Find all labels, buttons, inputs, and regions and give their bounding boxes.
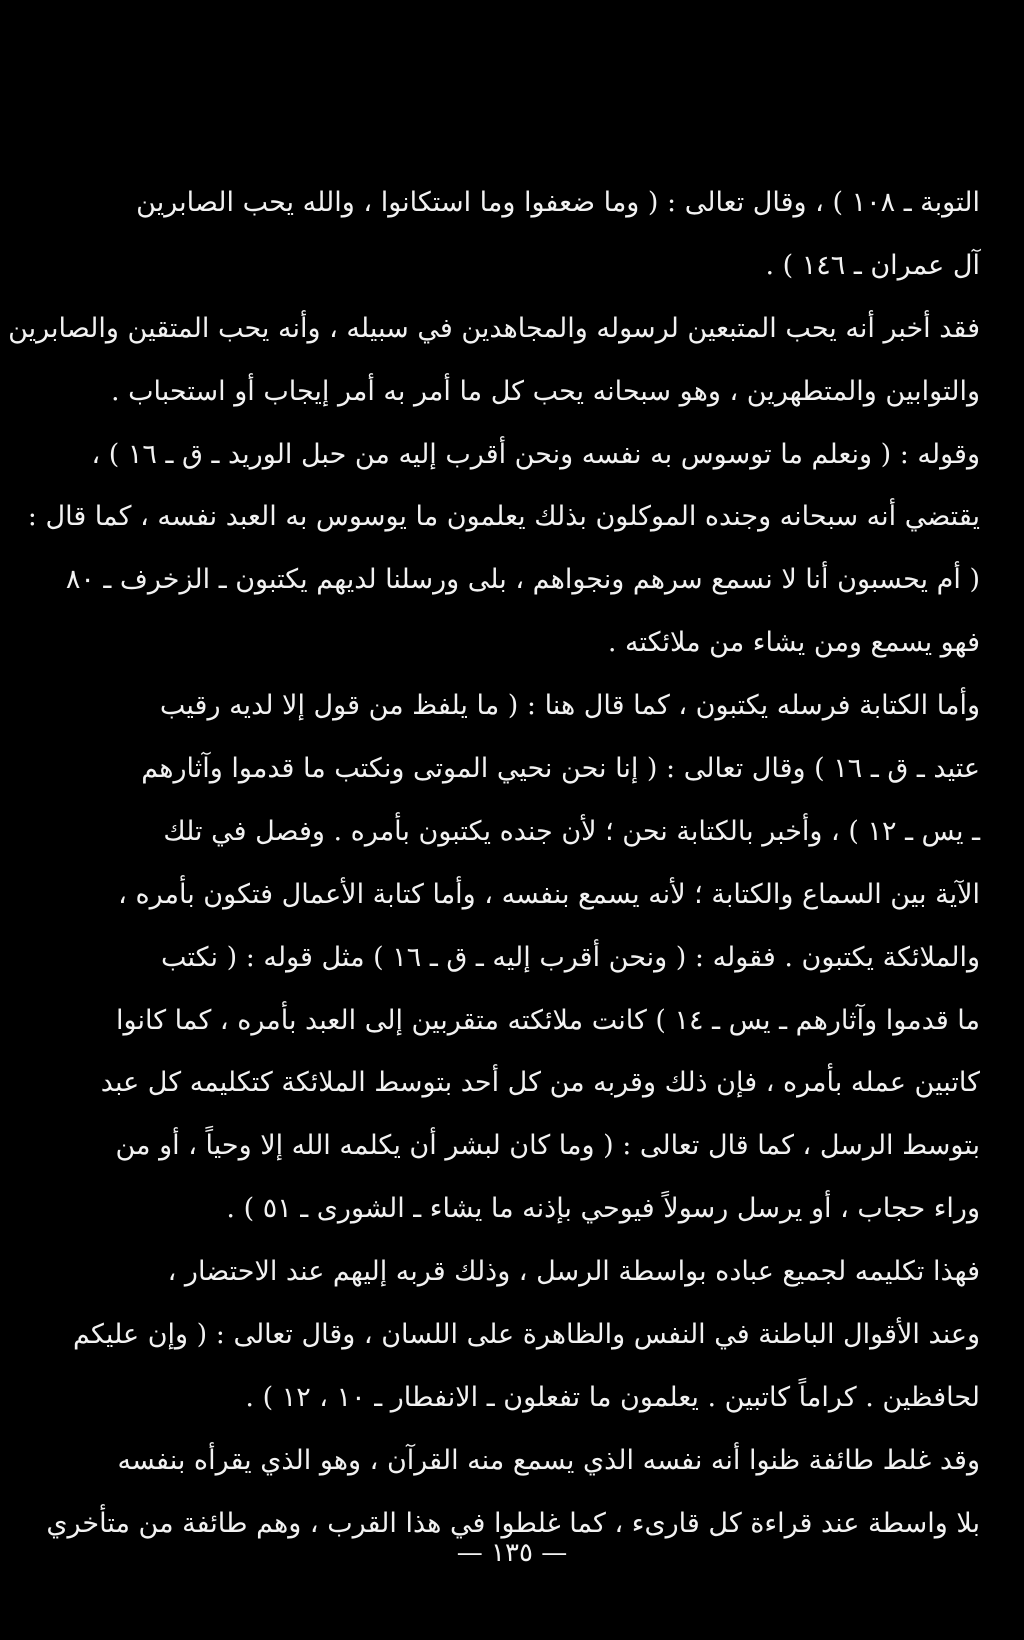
text-line: وعند الأقوال الباطنة في النفس والظاهرة على اللسان ، وقال تعالى : ( وإن عليكم	[73, 1319, 980, 1351]
text-line: ـ يس ـ ١٢ ) ، وأخبر بالكتابة نحن ؛ لأن جنده يكتبون بأمره . وفصل في تلك	[163, 815, 980, 847]
text-line: والملائكة يكتبون . فقوله : ( ونحن أقرب إليه ـ ق ـ ١٦ ) مثل قوله : ( نكتب	[160, 941, 980, 973]
text-line: وأما الكتابة فرسله يكتبون ، كما قال هنا : ( ما يلفظ من قول إلا لديه رقيب	[159, 690, 980, 722]
text-line: فهذا تكليمه لجميع عباده بواسطة الرسل ، وذلك قربه إليهم عند الاحتضار ،	[167, 1256, 980, 1288]
text-line: عتيد ـ ق ـ ١٦ ) وقال تعالى : ( إنا نحن نحيي الموتى ونكتب ما قدموا وآثارهم	[141, 753, 980, 785]
text-line: الآية بين السماع والكتابة ؛ لأنه يسمع بنفسه ، وأما كتابة الأعمال فتكون بأمره ،	[118, 878, 980, 910]
page-number: — ١٣٥ —	[456, 1538, 568, 1568]
text-line: فهو يسمع ومن يشاء من ملائكته .	[607, 627, 980, 659]
text-line: بلا واسطة عند قراءة كل قارىء ، كما غلطوا في هذا القرب ، وهم طائفة من متأخري	[46, 1507, 980, 1539]
text-line: ( أم يحسبون أنا لا نسمع سرهم ونجواهم ، بلى ورسلنا لديهم يكتبون ـ الزخرف ـ ٨٠	[65, 564, 980, 596]
text-line: لحافظين . كراماً كاتبين . يعلمون ما تفعلون ـ الانفطار ـ ١٠ ، ١٢ ) .	[245, 1381, 980, 1413]
text-line: يقتضي أنه سبحانه وجنده الموكلون بذلك يعلمون ما يوسوس به العبد نفسه ، كما قال :	[27, 501, 980, 533]
body-text	[8, 172, 980, 1556]
text-line: فقد أخبر أنه يحب المتبعين لرسوله والمجاهدين في سبيله ، وأنه يحب المتقين والصابرين	[8, 312, 980, 344]
text-line: والتوابين والمتطهرين ، وهو سبحانه يحب كل ما أمر به أمر إيجاب أو استحباب .	[110, 375, 980, 407]
text-line: وراء حجاب ، أو يرسل رسولاً فيوحي بإذنه ما يشاء ـ الشورى ـ ٥١ ) .	[226, 1193, 980, 1225]
text-line: وقوله : ( ونعلم ما توسوس به نفسه ونحن أقرب إليه من حبل الوريد ـ ق ـ ١٦ ) ،	[91, 438, 980, 470]
text-line: التوبة ـ ١٠٨ ) ، وقال تعالى : ( وما ضعفوا وما استكانوا ، والله يحب الصابرين	[136, 187, 980, 218]
text-line: آل عمران ـ ١٤٦ ) .	[765, 249, 980, 281]
text-line: كاتبين عمله بأمره ، فإن ذلك وقربه من كل أحد بتوسط الملائكة كتكليمه كل عبد	[100, 1067, 980, 1099]
text-line: بتوسط الرسل ، كما قال تعالى : ( وما كان لبشر أن يكلمه الله إلا وحياً ، أو من	[115, 1130, 980, 1162]
text-line: وقد غلط طائفة ظنوا أنه نفسه الذي يسمع منه القرآن ، وهو الذي يقرأه بنفسه	[117, 1444, 980, 1476]
text-line: ما قدموا وآثارهم ـ يس ـ ١٤ ) كانت ملائكته متقربين إلى العبد بأمره ، كما كانوا	[116, 1004, 980, 1036]
